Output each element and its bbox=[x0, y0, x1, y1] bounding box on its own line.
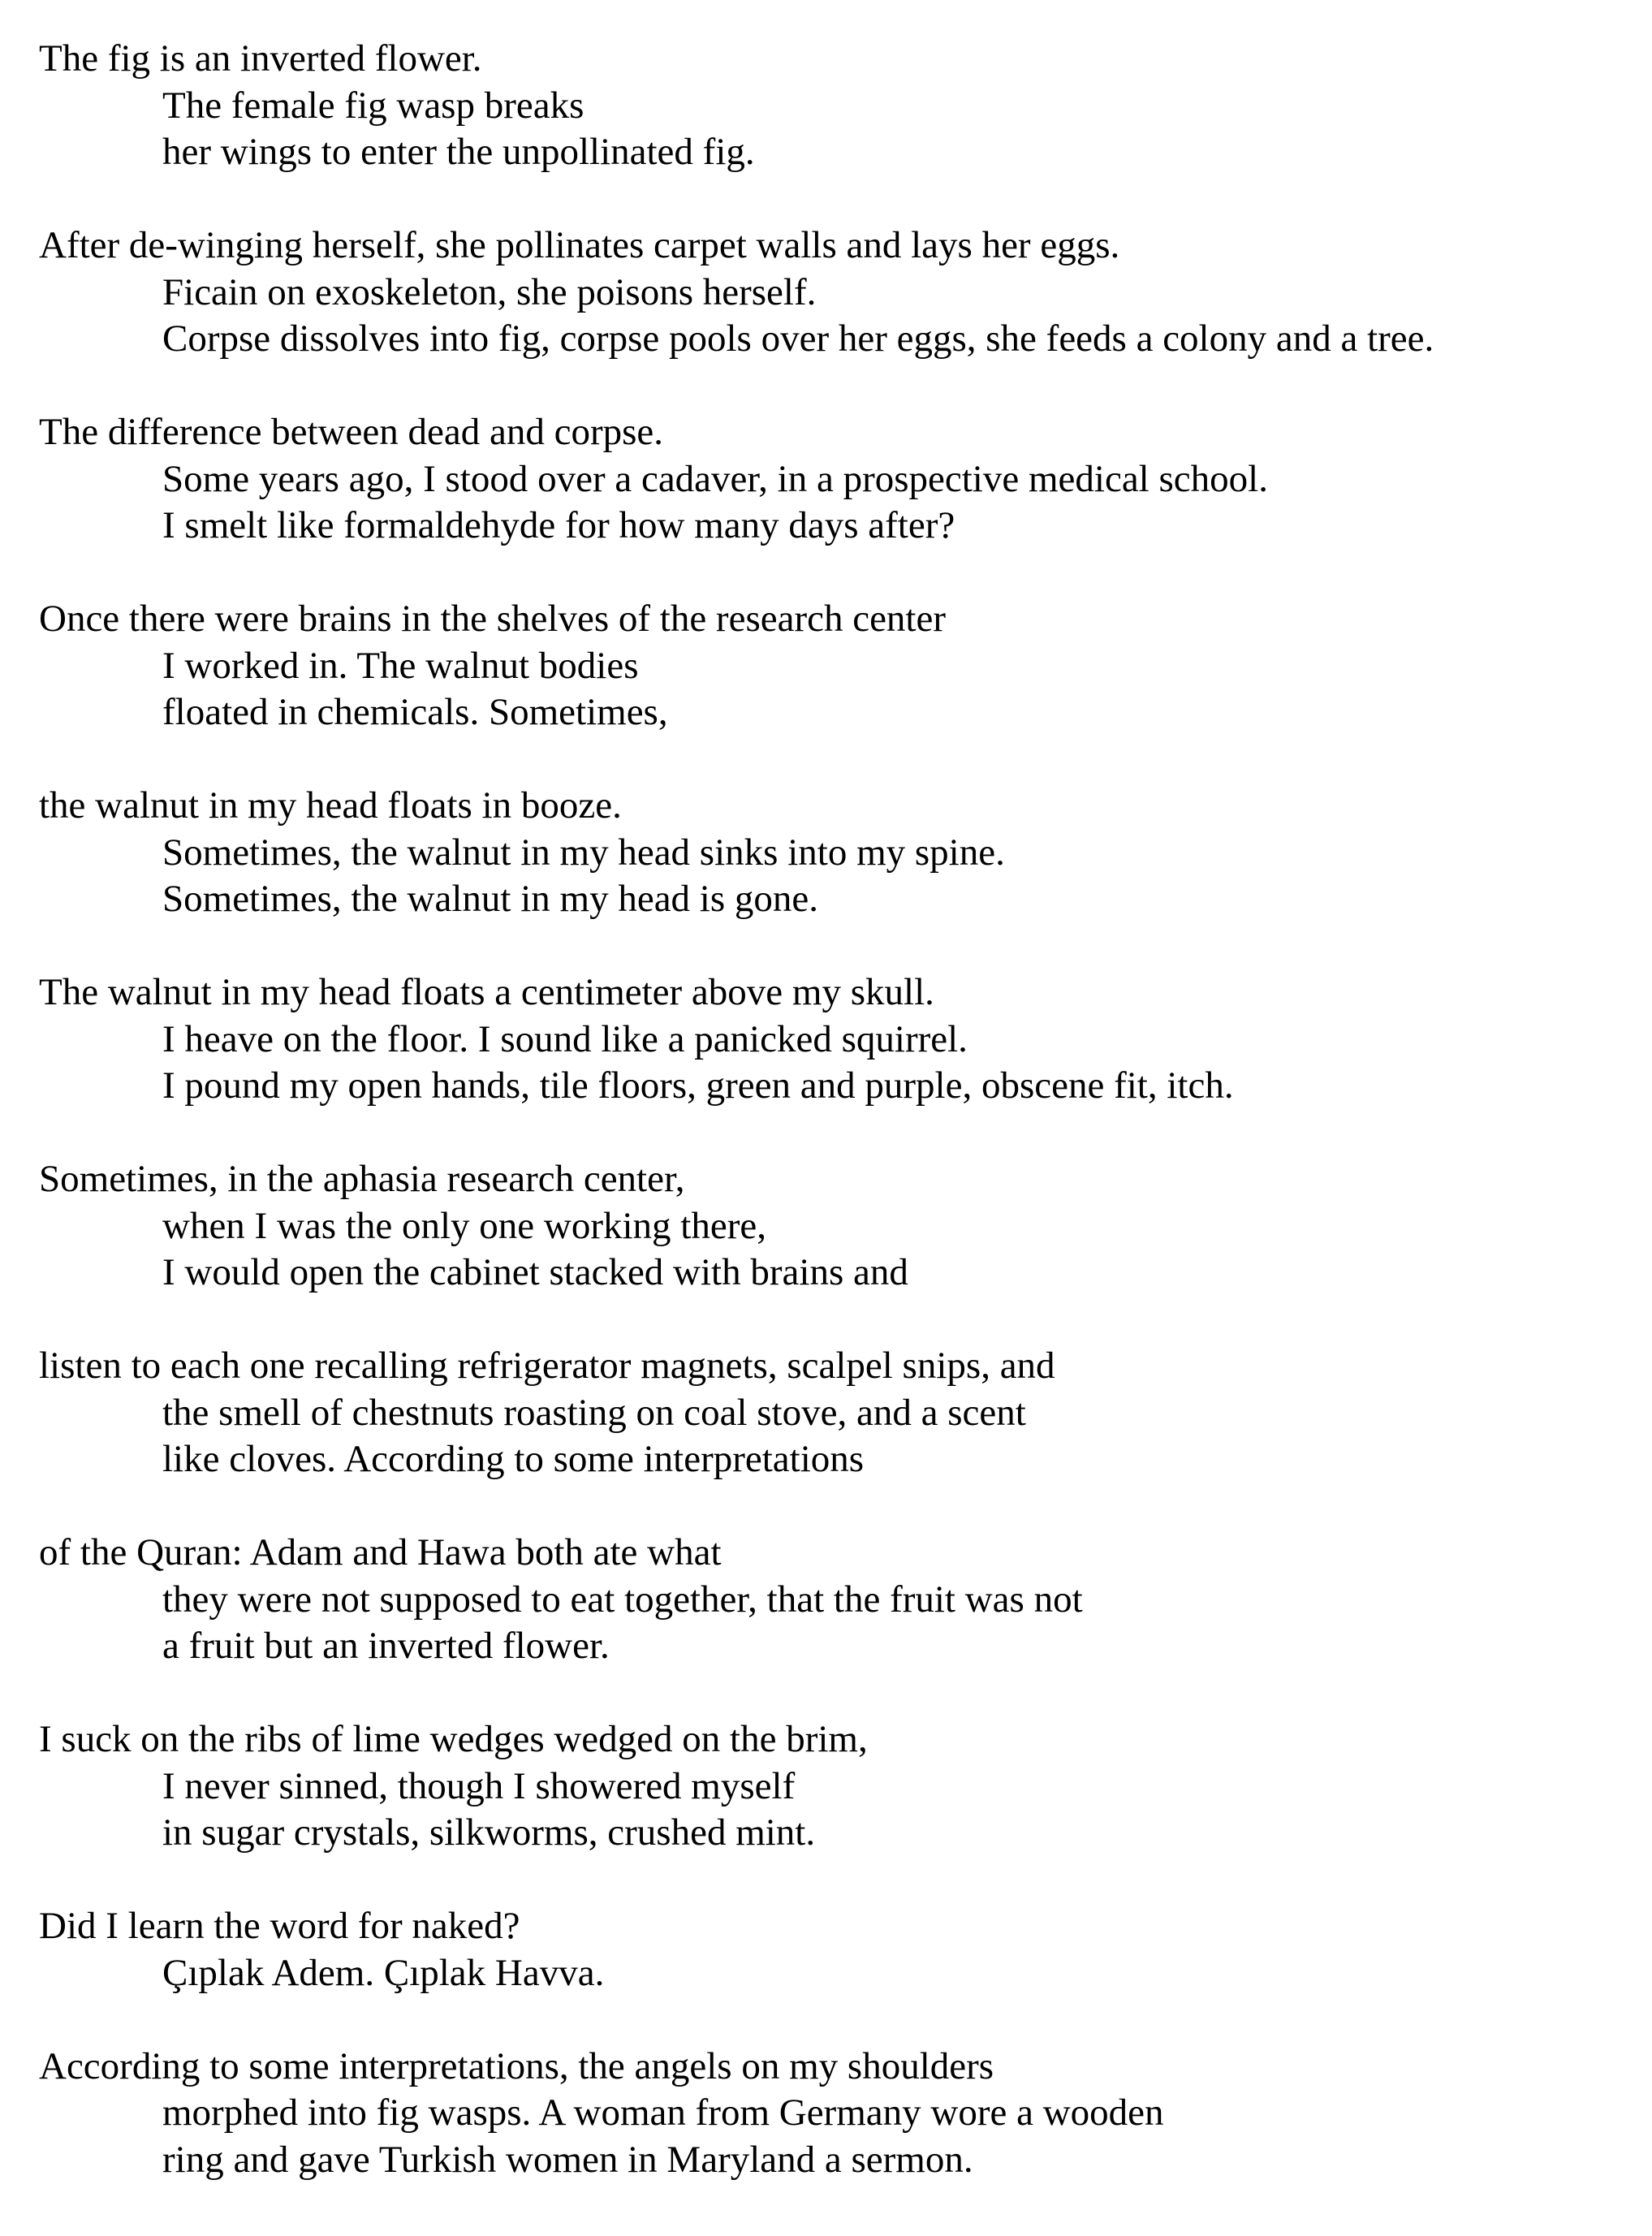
poem-line: I worked in. The walnut bodies bbox=[162, 644, 639, 687]
poem-line: in sugar crystals, silkworms, crushed mint. bbox=[162, 1811, 816, 1854]
poem-line: when I was the only one working there, bbox=[162, 1204, 766, 1247]
poem-line: Corpse dissolves into fig, corpse pools over her eggs, she feeds a colony and a tree. bbox=[162, 317, 1434, 360]
poem-line: I heave on the floor. I sound like a panicked squirrel. bbox=[162, 1017, 968, 1060]
stanza-11 bbox=[39, 1903, 1630, 1996]
stanza-3 bbox=[39, 409, 1630, 550]
poem-line: I pound my open hands, tile floors, green and purple, obscene fit, itch. bbox=[162, 1064, 1234, 1107]
poem-line: morphed into fig wasps. A woman from Germany wore a wooden bbox=[162, 2091, 1164, 2134]
stanza-6 bbox=[39, 969, 1630, 1110]
poem-line: Sometimes, in the aphasia research center, bbox=[39, 1158, 685, 1200]
poem-line: The female fig wasp breaks bbox=[162, 84, 584, 127]
poem-line: listen to each one recalling refrigerator magnets, scalpel snips, and bbox=[39, 1345, 1055, 1387]
stanza-5 bbox=[39, 783, 1630, 923]
stanza-7 bbox=[39, 1156, 1630, 1297]
poem-line: ring and gave Turkish women in Maryland a sermon. bbox=[162, 2138, 973, 2181]
stanza-8 bbox=[39, 1343, 1630, 1483]
poem-line: Some years ago, I stood over a cadaver, in a prospective medical school. bbox=[162, 457, 1268, 500]
poem-line: of the Quran: Adam and Hawa both ate what bbox=[39, 1531, 722, 1573]
stanza-4 bbox=[39, 596, 1630, 736]
poem-line: her wings to enter the unpollinated fig. bbox=[162, 131, 755, 173]
poem-body bbox=[39, 36, 1630, 2230]
poem-line: The difference between dead and corpse. bbox=[39, 411, 664, 453]
poem-line: Sometimes, the walnut in my head sinks into my spine. bbox=[162, 831, 1005, 874]
poem-line: The walnut in my head floats a centimeter above my skull. bbox=[39, 971, 934, 1013]
poem-line: I smelt like formaldehyde for how many days after? bbox=[162, 504, 955, 546]
poem-line: Once there were brains in the shelves of the research center bbox=[39, 598, 947, 640]
poem-line: Sometimes, the walnut in my head is gone. bbox=[162, 878, 819, 920]
stanza-12 bbox=[39, 2044, 1630, 2184]
poem-line: the walnut in my head floats in booze. bbox=[39, 784, 622, 827]
poem-line: According to some interpretations, the angels on my shoulders bbox=[39, 2044, 994, 2087]
poem-line: floated in chemicals. Sometimes, bbox=[162, 691, 668, 733]
stanza-9 bbox=[39, 1530, 1630, 1670]
stanza-1 bbox=[39, 36, 1630, 176]
poem-line: the smell of chestnuts roasting on coal stove, and a scent bbox=[162, 1391, 1026, 1434]
poem-line: a fruit but an inverted flower. bbox=[162, 1625, 610, 1667]
stanza-10 bbox=[39, 1716, 1630, 1857]
poem-line: they were not supposed to eat together, that the fruit was not bbox=[162, 1578, 1083, 1621]
poem-line: I would open the cabinet stacked with brains and bbox=[162, 1251, 908, 1293]
poem-line: Çıplak Adem. Çıplak Havva. bbox=[162, 1951, 605, 1994]
poem-line: I never sinned, though I showered myself bbox=[162, 1764, 796, 1807]
poem-line: After de-winging herself, she pollinates carpet walls and lays her eggs. bbox=[39, 224, 1120, 266]
poem-line: like cloves. According to some interpretations bbox=[162, 1438, 865, 1480]
poem-line: The fig is an inverted flower. bbox=[39, 37, 482, 80]
stanza-2 bbox=[39, 222, 1630, 363]
poem-line: I suck on the ribs of lime wedges wedged on the brim, bbox=[39, 1718, 868, 1760]
poem-line: Did I learn the word for naked? bbox=[39, 1905, 520, 1947]
poem-line: Ficain on exoskeleton, she poisons herself. bbox=[162, 270, 817, 313]
